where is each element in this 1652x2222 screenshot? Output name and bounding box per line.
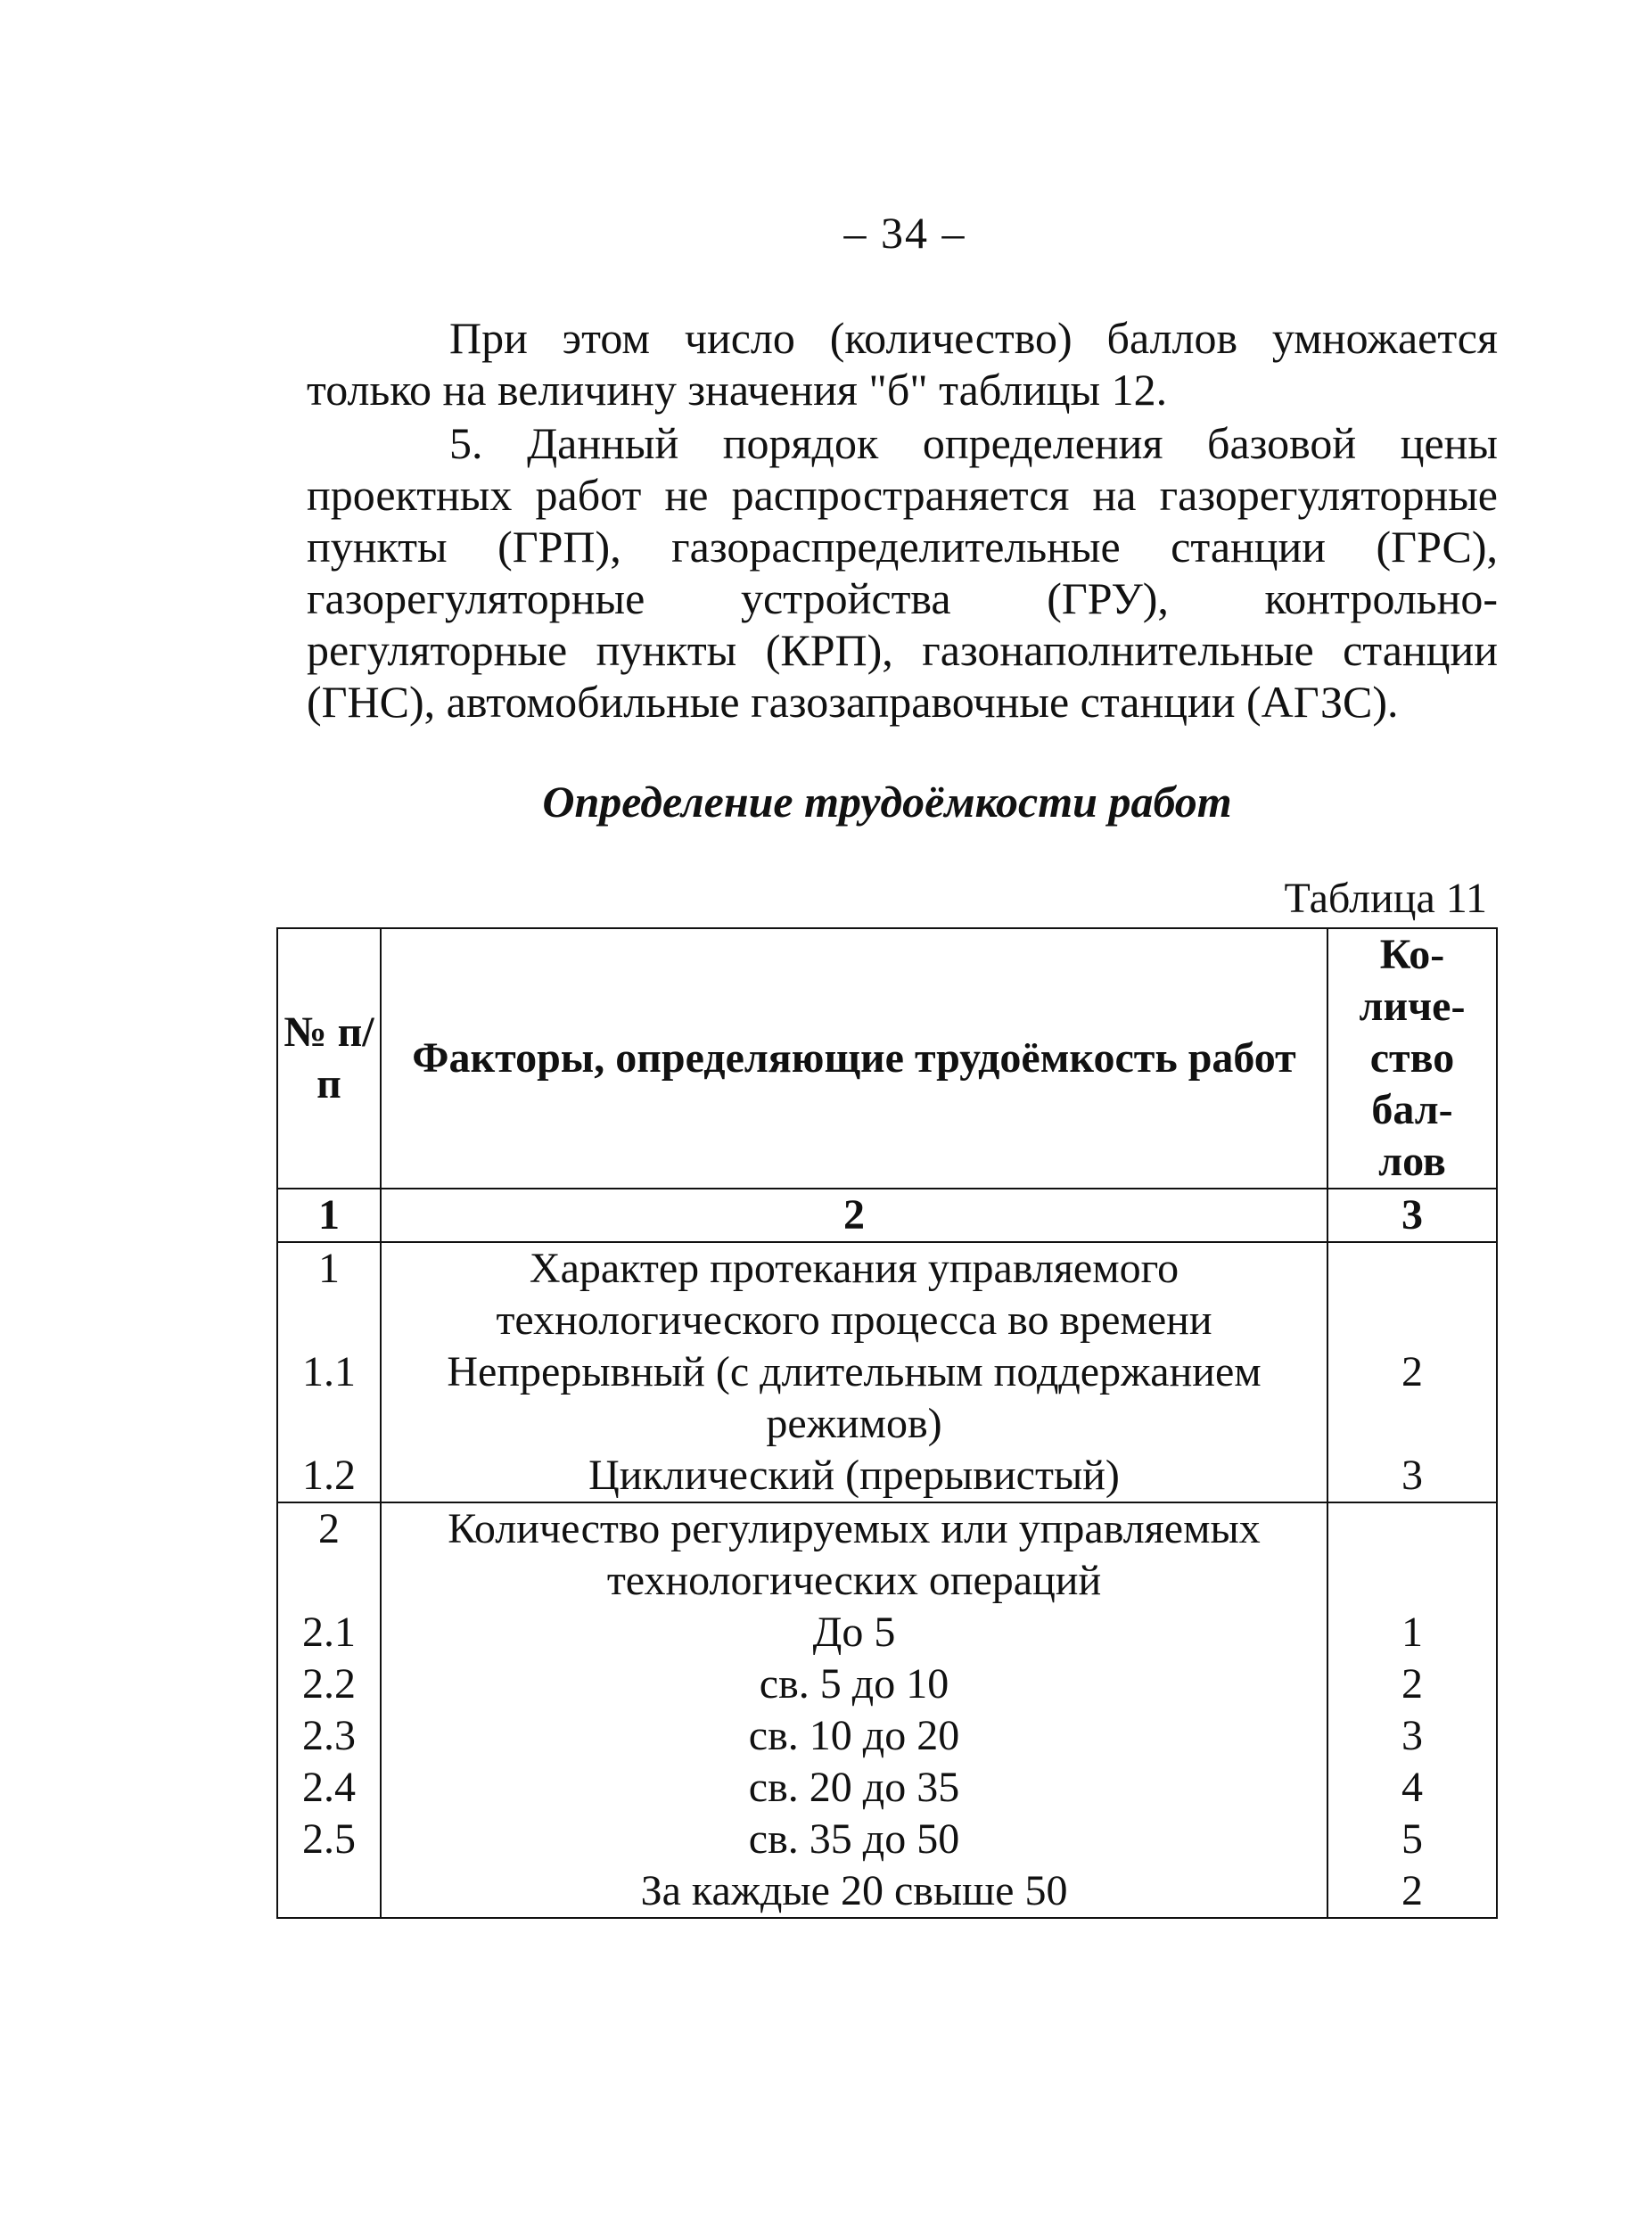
paragraph-2-text: 5. Данный порядок определения базовой цены проектных работ не распространяется на газорегуляторные пункты (ГРП), газораспределительные станции (ГРС), газорегуляторные устройства (ГРУ), контрольно-регуляторные пункты (КРП), газонаполнительные станции (ГНС), автомобильные газозаправочные станции (АГЗС). [307,418,1498,727]
paragraph-1-text: При этом число (количество) баллов умножается только на величину значения "б" таблицы 12. [307,313,1498,415]
column-number-1: 1 [277,1189,381,1242]
labor-factors-table [276,927,1498,1919]
header-number: № п/ п [277,928,381,1189]
header-factor: Факторы, определяющие трудоёмкость работ [381,928,1327,1189]
row-number: 1 [318,1245,340,1292]
row-score: 5 [1401,1815,1423,1863]
row-score: 2 [1401,1867,1423,1914]
row-factor: До 5 [812,1609,896,1656]
table-caption: Таблица 11 [1284,875,1487,922]
column-numbers-row [277,1189,1497,1242]
row-score: 1 [1401,1609,1423,1656]
column-number-3: 3 [1327,1189,1497,1242]
page-number: – 34 – [843,208,966,258]
row-number: 2.5 [302,1815,356,1863]
section-title: Определение трудоёмкости работ [542,777,1232,827]
row-factor: Непрерывный (с длительным поддержанием режимов) [447,1348,1262,1447]
paragraph-1 [307,312,1498,416]
row-number: 2.1 [302,1609,356,1656]
header-score: Ко- личе- ство бал- лов [1327,928,1497,1189]
row-score: 2 [1401,1660,1423,1708]
paragraph-2 [307,417,1498,728]
row-factor: За каждые 20 свыше 50 [640,1867,1068,1914]
table-group-row [277,1502,1497,1918]
table-header-row [277,928,1497,1189]
group-1-score-cell [1327,1242,1497,1502]
group-1-num-cell [277,1242,381,1502]
table-body [277,1242,1497,1918]
row-score: 4 [1401,1764,1423,1811]
row-factor: Количество регулируемых или управляемых технологических операций [448,1505,1261,1604]
table-group-row [277,1242,1497,1502]
row-number: 2.3 [302,1712,356,1759]
row-factor: св. 5 до 10 [759,1660,949,1708]
row-factor: Циклический (прерывистый) [588,1452,1120,1499]
row-number: 2 [318,1505,340,1552]
row-number: 2.4 [302,1764,356,1811]
row-score: 3 [1401,1452,1423,1499]
row-factor: св. 20 до 35 [748,1764,960,1811]
group-2-factor-cell [381,1502,1327,1918]
row-number: 2.2 [302,1660,356,1708]
row-number: 1.1 [302,1348,356,1395]
row-factor: Характер протекания управляемого технологического процесса во времени [496,1245,1212,1344]
row-score: 3 [1401,1712,1423,1759]
group-2-score-cell [1327,1502,1497,1918]
row-score: 2 [1401,1348,1423,1395]
row-factor: св. 35 до 50 [748,1815,960,1863]
row-number [284,1865,374,1917]
row-score [1334,1243,1491,1346]
column-number-2: 2 [381,1189,1327,1242]
group-2-num-cell [277,1502,381,1918]
row-number: 1.2 [302,1452,356,1499]
row-factor: св. 10 до 20 [748,1712,960,1759]
group-1-factor-cell [381,1242,1327,1502]
row-score [1334,1503,1491,1607]
